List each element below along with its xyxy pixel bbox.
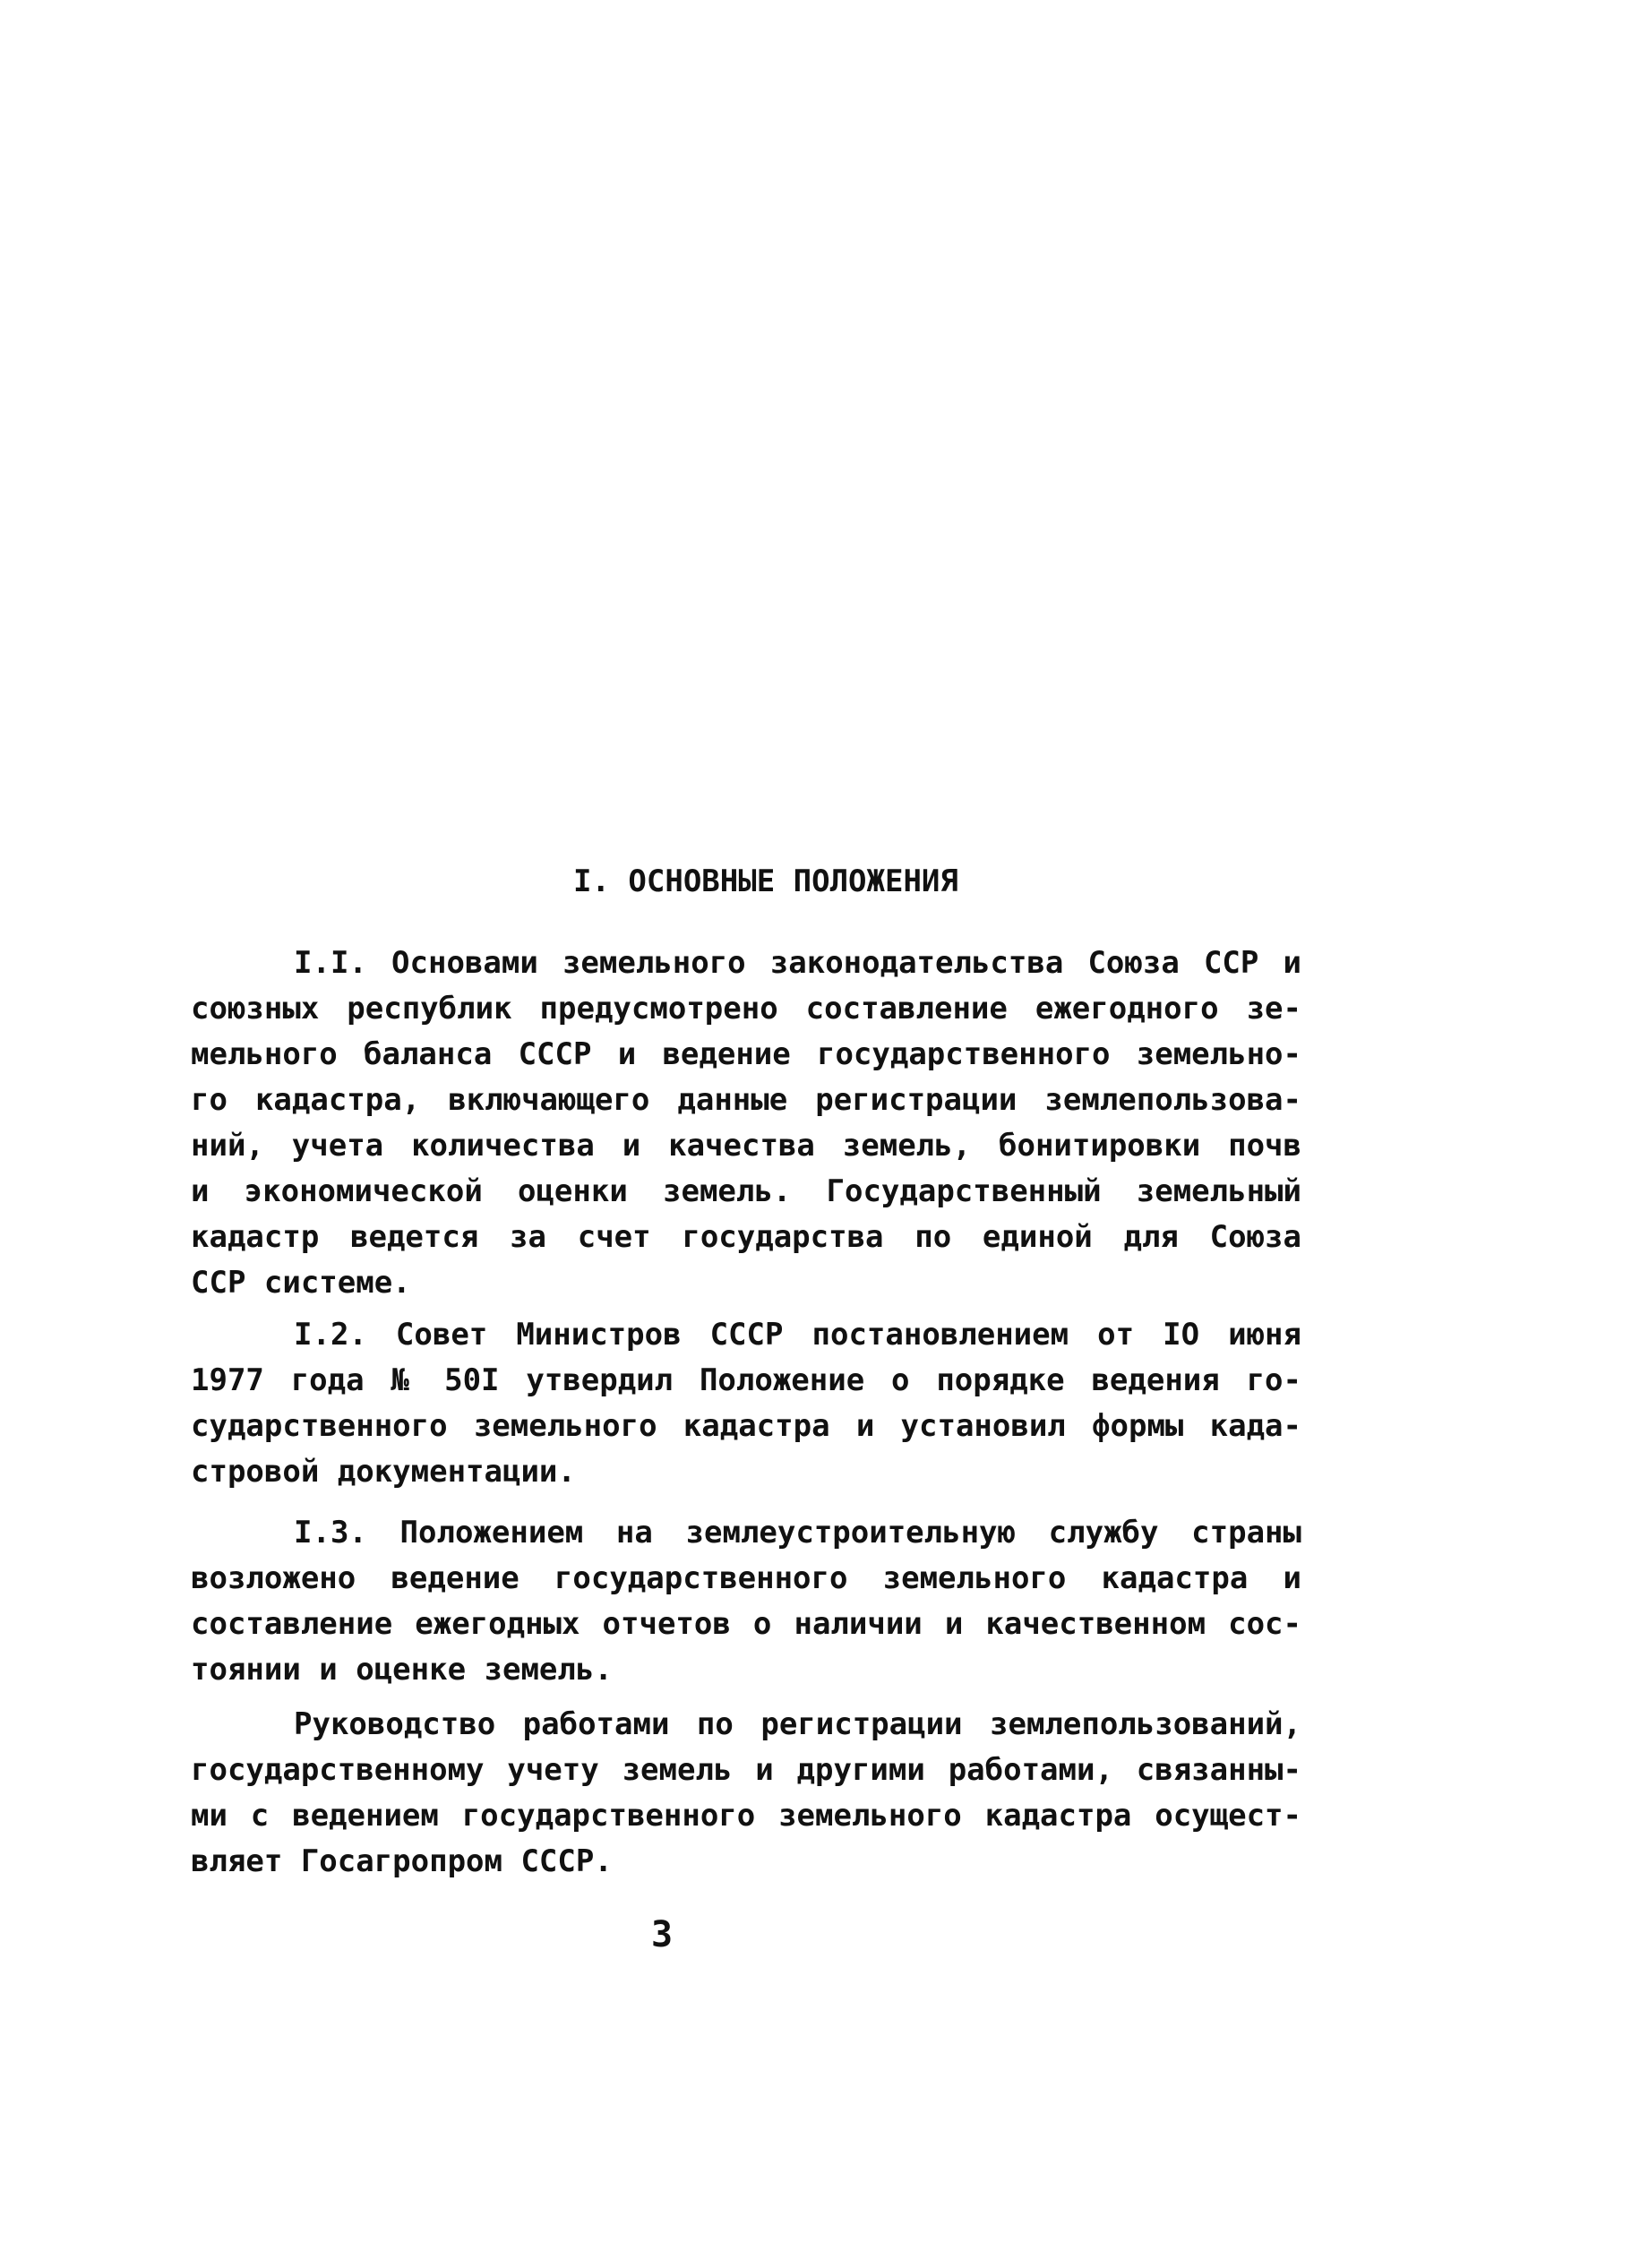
paragraph-line: I.3. Положением на землеустроительную службу страны [294,1515,1301,1551]
paragraph-line: ССР системе. [191,1265,411,1301]
paragraph-line: вляет Госагропром СССР. [191,1843,613,1879]
paragraph-1-2 [191,1312,1301,1495]
paragraph-1-1 [191,941,1301,1306]
paragraph-line: I.2. Совет Министров СССР постановлением от IO июня [294,1317,1301,1353]
section-title: I. ОСНОВНЫЕ ПОЛОЖЕНИЯ [573,863,958,899]
paragraph-line: и экономической оценки земель. Государственный земельный [191,1173,1301,1209]
paragraph-line: сударственного земельного кадастра и установил формы када- [191,1408,1301,1444]
paragraph-line: стровой документации. [191,1454,576,1490]
paragraph-1-3 [191,1510,1301,1693]
paragraph-line: союзных республик предусмотрено составление ежегодного зе- [191,991,1301,1027]
paragraph-line: составление ежегодных отчетов о наличии и качественном сос- [191,1606,1301,1642]
paragraph-line: I.I. Основами земельного законодательства Союза ССР и [294,945,1301,981]
paragraph-line: возложено ведение государственного земельного кадастра и [191,1560,1301,1596]
page-number: 3 [651,1914,674,1955]
paragraph-line: ний, учета количества и качества земель, бонитировки почв [191,1128,1301,1164]
paragraph-line: го кадастра, включающего данные регистрации землепользова- [191,1082,1301,1118]
paragraph-line: государственному учету земель и другими работами, связанны- [191,1752,1301,1788]
paragraph-line: ми с ведением государственного земельного кадастра осущест- [191,1798,1301,1834]
paragraph-line: кадастр ведется за счет государства по единой для Союза [191,1219,1301,1255]
paragraph-line: Руководство работами по регистрации землепользований, [294,1706,1301,1742]
paragraph-management [191,1702,1301,1885]
paragraph-line: мельного баланса СССР и ведение государственного земельно- [191,1036,1301,1072]
paragraph-line: 1977 года № 50I утвердил Положение о порядке ведения го- [191,1362,1301,1398]
paragraph-line: тоянии и оценке земель. [191,1652,613,1688]
